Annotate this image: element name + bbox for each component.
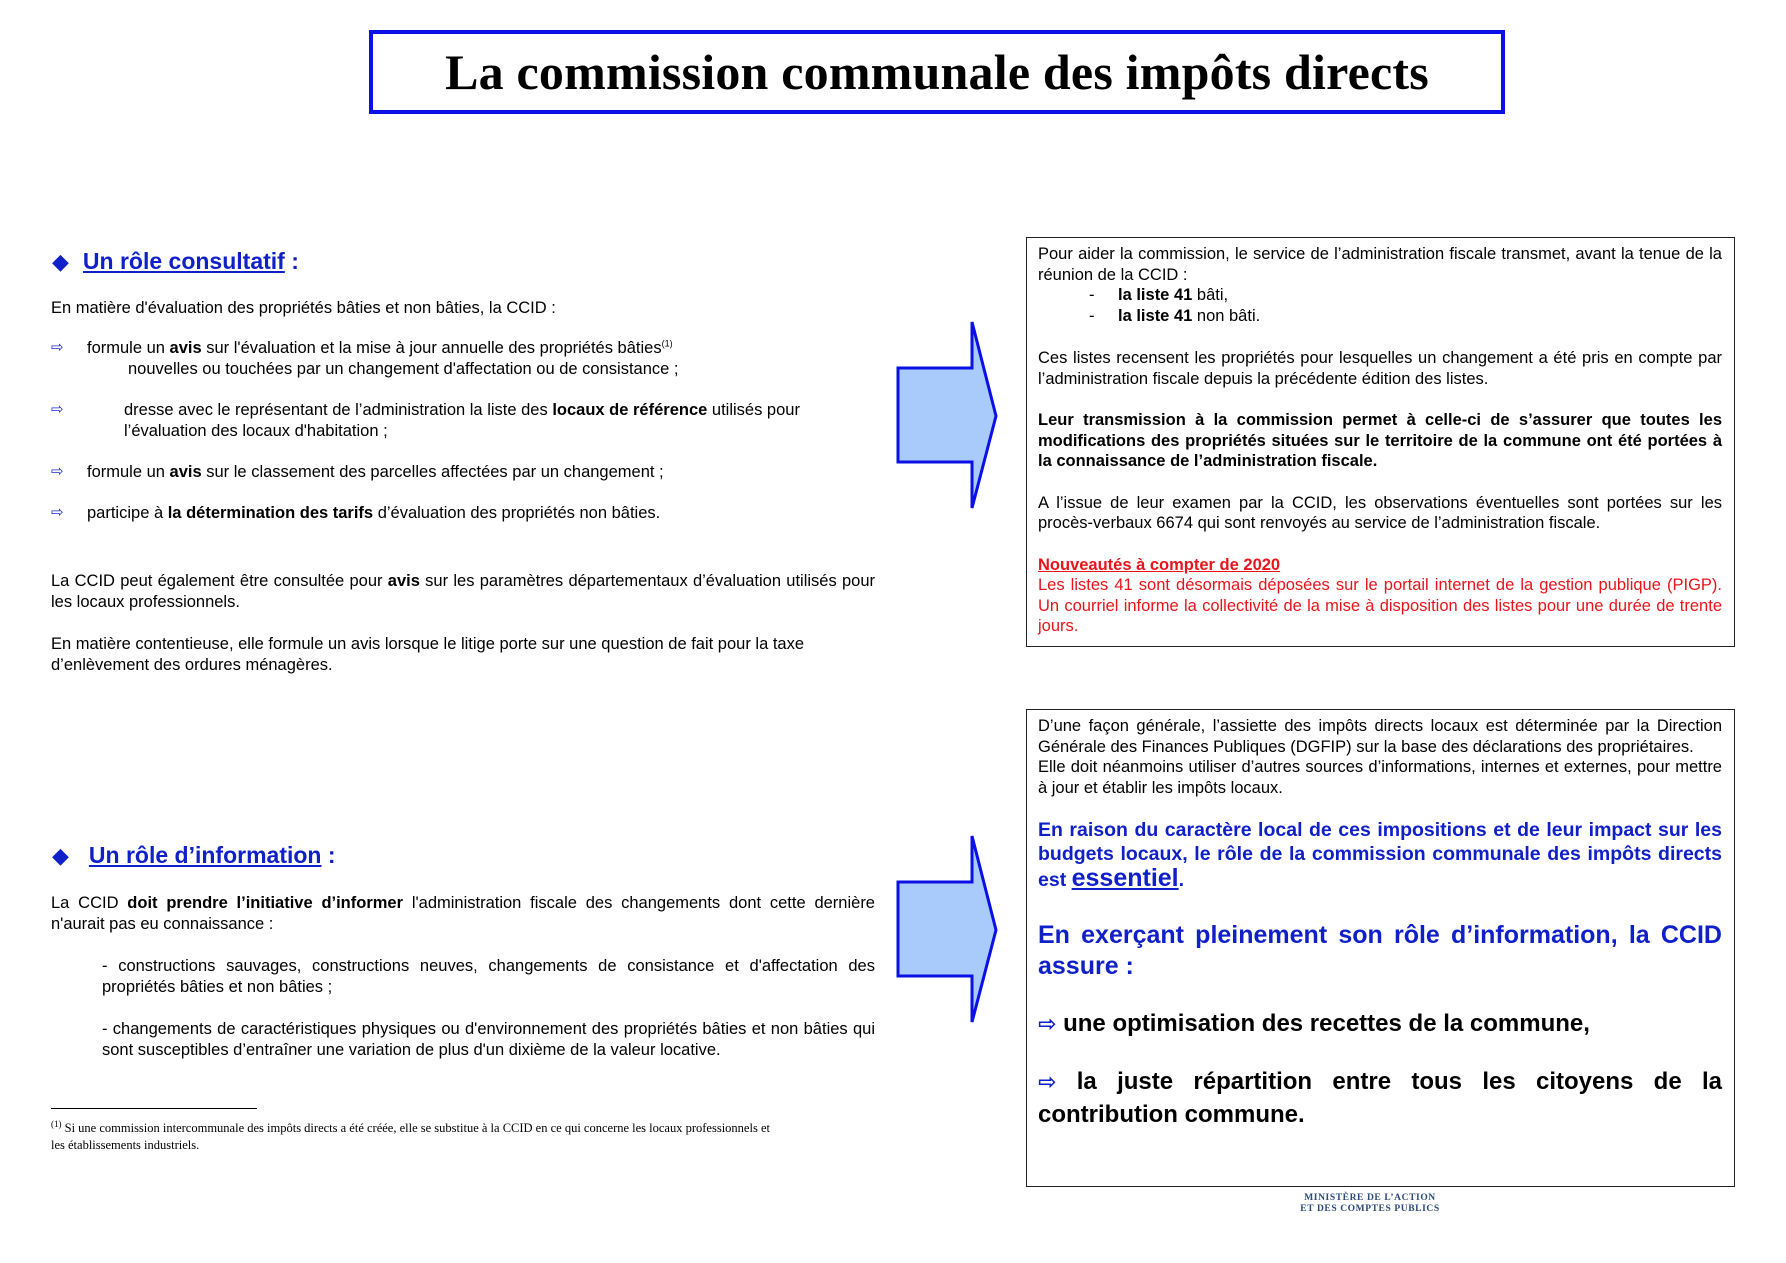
p3-end: . xyxy=(1178,869,1185,891)
box1-p2: Ces listes recensent les propriétés pour lesquelles un changement a été pris en compte par l’administration fiscale depuis la précédente édition des listes. xyxy=(1038,349,1722,388)
heading-suffix: : xyxy=(284,248,299,274)
p1-pre: La CCID peut également être consultée pour xyxy=(51,572,388,590)
intro-post: l'administration fiscale des changements dont cette dernière n'aurait pas eu connaissance : xyxy=(51,894,875,933)
paragraph-locaux-professionnels xyxy=(51,571,875,612)
right-arrow-icon xyxy=(896,320,1000,512)
b2-post: utilisés pour xyxy=(707,401,800,419)
box2-li1 xyxy=(1038,1008,1722,1039)
b3-bold: avis xyxy=(169,463,202,481)
b2-bold: locaux de référence xyxy=(552,401,708,419)
list-item-caracteristiques: - changements de caractéristiques physiques ou d'environnement des propriétés bâties et non bâties qui sont susceptibles d’entraîner une variation de plus d'un dixième de la valeur locative. xyxy=(102,1020,875,1059)
bullet-avis-evaluation xyxy=(51,338,881,379)
p1-post: sur les paramètres départementaux d’évaluation utilisés pour les locaux professionnels. xyxy=(51,572,876,611)
heading-text: Un rôle consultatif xyxy=(82,248,285,274)
footnote xyxy=(51,1120,781,1154)
intro-bold: doit prendre l’initiative d’informer xyxy=(127,894,404,912)
box1-p4: A l’issue de leur examen par la CCID, les observations éventuelles sont portées sur les procès-verbaux 6674 qui sont renvoyés au service de l’administration fiscale. xyxy=(1038,493,1722,532)
b2-line2: l’évaluation des locaux d'habitation ; xyxy=(124,421,388,440)
ministry-logo-text xyxy=(1260,1193,1480,1215)
box1-p3: Leur transmission à la commission permet à celle-ci de s’assurer que toutes les modifications des propriétés situées sur le territoire de la commune ont été portées à la connaissance de l’administration fiscale. xyxy=(1038,411,1722,470)
section2-intro xyxy=(51,893,875,934)
b3-post: sur le classement des parcelles affectées par un changement ; xyxy=(201,463,664,481)
arrow-bullet-icon: ⇨ xyxy=(1038,1069,1057,1094)
arrow-bullet-icon: ⇨ xyxy=(51,401,64,418)
info-box-assiette xyxy=(1026,709,1735,1187)
footnote-marker: (1) xyxy=(51,1118,62,1129)
title-box xyxy=(369,30,1505,114)
p3-emphasis: essentiel xyxy=(1071,864,1179,892)
info-box-liste41 xyxy=(1026,237,1735,647)
diamond-bullet-icon: ◆ xyxy=(52,248,69,274)
box2-p3 xyxy=(1038,818,1722,892)
section-heading-information xyxy=(52,842,336,869)
box1-new-heading: Nouveautés à compter de 2020 xyxy=(1038,555,1281,574)
p1-bold: avis xyxy=(387,572,420,590)
box2-p1: D’une façon générale, l’assiette des impôts directs locaux est déterminée par la Direction Générale des Finances Publiques (DGFIP) sur la base des déclarations des propriétaires. xyxy=(1038,717,1722,756)
arrow-bullet-icon: ⇨ xyxy=(51,339,64,356)
box1-list-item: - la liste 41 bâti, xyxy=(1089,286,1229,304)
b1-post: sur l'évaluation et la mise à jour annuelle des propriétés bâties xyxy=(201,339,662,357)
heading-suffix: : xyxy=(321,842,336,868)
arrow-bullet-icon: ⇨ xyxy=(51,463,64,480)
list-item-constructions: - constructions sauvages, constructions neuves, changements de consistance et d'affectation des propriétés bâties et non bâties ; xyxy=(102,957,875,996)
diamond-bullet-icon: ◆ xyxy=(52,842,69,868)
box1-list-item: - la liste 41 non bâti. xyxy=(1089,306,1261,325)
b1-bold: avis xyxy=(169,339,202,357)
b1-pre: formule un xyxy=(87,339,170,357)
b4-post: d’évaluation des propriétés non bâties. xyxy=(373,504,661,522)
box2-p4: En exerçant pleinement son rôle d’information, la CCID assure : xyxy=(1038,921,1722,980)
arrow-bullet-icon: ⇨ xyxy=(51,504,64,521)
section1-intro: En matière d'évaluation des propriétés bâties et non bâties, la CCID : xyxy=(51,299,556,317)
bullet-locaux-reference xyxy=(51,400,881,441)
li1-post: bâti, xyxy=(1192,286,1229,304)
box1-p1: Pour aider la commission, le service de l’administration fiscale transmet, avant la tenue de la réunion de la CCID : xyxy=(1038,245,1722,284)
bullet-tarifs xyxy=(51,503,881,524)
b4-pre: participe à xyxy=(87,504,168,522)
footnote-text: Si une commission intercommunale des impôts directs a été créée, elle se substitue à la CCID en ce qui concerne les locaux professionnels et les établissements industriels. xyxy=(51,1121,770,1152)
li2-text: la juste répartition entre tous les citoyens de la contribution commune. xyxy=(1038,1068,1723,1128)
footnote-ref: (1) xyxy=(661,338,673,349)
paragraph-contentieux: En matière contentieuse, elle formule un avis lorsque le litige porte sur une question de fait pour la taxe d’enlèvement des ordures ménagères. xyxy=(51,635,805,674)
right-arrow-icon xyxy=(896,834,1000,1026)
ministry-line2: ET DES COMPTES PUBLICS xyxy=(1300,1204,1440,1214)
footnote-separator xyxy=(51,1108,257,1109)
bullet-classement-parcelles xyxy=(51,462,881,483)
li1-text: une optimisation des recettes de la commune, xyxy=(1063,1010,1590,1037)
ministry-line1: MINISTÈRE DE L’ACTION xyxy=(1304,1193,1436,1203)
b2-pre: dresse avec le représentant de l’administration la liste des xyxy=(124,401,553,419)
p3-text: En raison du caractère local de ces impositions et de leur impact sur les budgets locaux, le rôle de la commission communale des impôts directs est xyxy=(1038,819,1722,891)
li1-bold: la liste 41 xyxy=(1118,286,1193,304)
section-heading-consultatif xyxy=(52,248,299,275)
intro-pre: La CCID xyxy=(51,894,128,912)
b1-line2: nouvelles ou touchées par un changement d'affectation ou de consistance ; xyxy=(128,359,679,378)
arrow-bullet-icon: ⇨ xyxy=(1038,1011,1057,1036)
li2-post: non bâti. xyxy=(1192,306,1261,325)
b4-bold: la détermination des tarifs xyxy=(167,504,374,522)
box1-new-text: Les listes 41 sont désormais déposées sur le portail internet de la gestion publique (PIGP). Un courriel informe la collectivité de la mise à disposition des listes pour une durée de trente jours. xyxy=(1038,576,1722,635)
box2-p2: Elle doit néanmoins utiliser d’autres sources d’informations, internes et externes, pour mettre à jour et établir les impôts locaux. xyxy=(1038,758,1722,797)
heading-text: Un rôle d’information xyxy=(88,842,322,868)
box2-li2 xyxy=(1038,1065,1722,1131)
b3-pre: formule un xyxy=(87,463,170,481)
li2-bold: la liste 41 xyxy=(1118,306,1193,325)
page-title: La commission communale des impôts directs xyxy=(445,44,1429,100)
